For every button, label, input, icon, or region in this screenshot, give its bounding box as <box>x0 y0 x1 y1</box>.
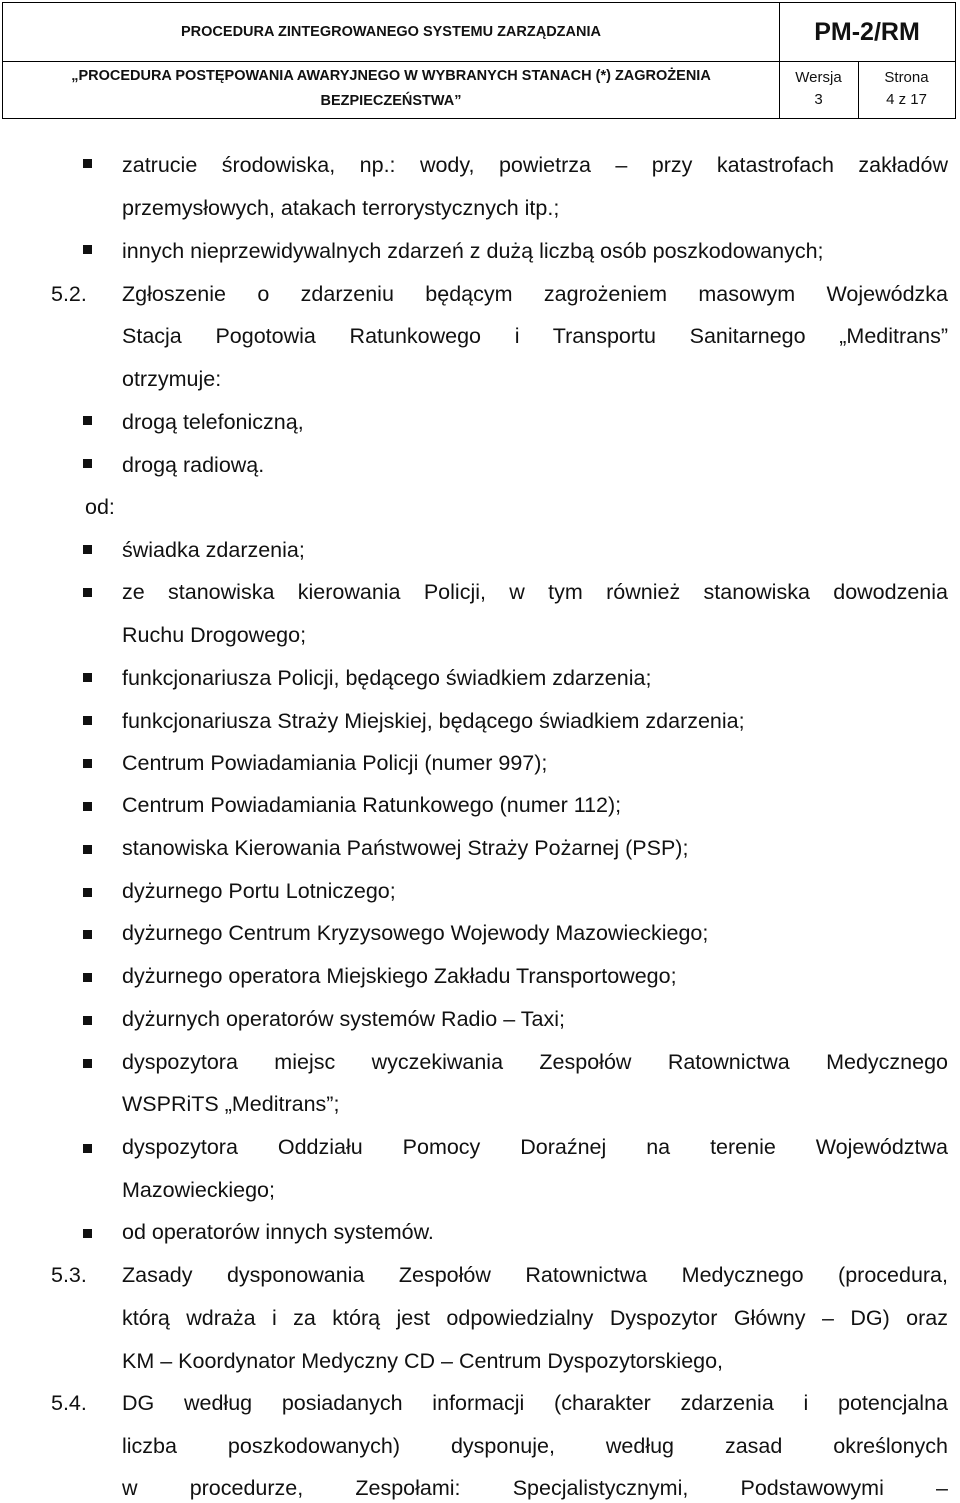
procedure-title <box>3 61 779 117</box>
bullet-icon <box>83 588 92 597</box>
page-cell <box>858 61 955 117</box>
list-item-text: WSPRiTS „Meditrans”; <box>122 1092 340 1116</box>
document-header <box>2 2 956 119</box>
list-item-text: funkcjonariusza Policji, będącego świadkiem zdarzenia; <box>122 666 652 690</box>
list-item-text: od operatorów innych systemów. <box>122 1220 434 1244</box>
paragraph-line: Zgłoszenie o zdarzeniu będącym zagrożeniem masowym Wojewódzka <box>122 282 948 306</box>
bullet-icon <box>83 845 92 854</box>
list-item-text: Ruchu Drogowego; <box>122 623 307 647</box>
bullet-icon <box>83 802 92 811</box>
section-number: 5.2. <box>51 282 87 306</box>
bullet-icon <box>83 973 92 982</box>
paragraph-line: Zasady dysponowania Zespołów Ratownictwa Medycznego (procedura, <box>122 1263 948 1287</box>
list-item-text: drogą telefoniczną, <box>122 410 304 434</box>
list-item-text: funkcjonariusza Straży Miejskiej, będącego świadkiem zdarzenia; <box>122 709 745 733</box>
paragraph-line: DG według posiadanych informacji (charakter zdarzenia i potencjalna <box>122 1391 948 1415</box>
system-title: PROCEDURA ZINTEGROWANEGO SYSTEMU ZARZĄDZANIA <box>181 23 601 40</box>
version-cell <box>779 61 858 117</box>
list-item-text: przemysłowych, atakach terrorystycznych itp.; <box>122 196 560 220</box>
bullet-icon <box>83 1016 92 1025</box>
version-label: Wersja <box>795 69 842 86</box>
list-item-text: stanowiska Kierowania Państwowej Straży Pożarnej (PSP); <box>122 836 689 860</box>
bullet-icon <box>83 930 92 939</box>
page-label: Strona <box>884 69 929 86</box>
list-item-text: dyżurnego Centrum Kryzysowego Wojewody Mazowieckiego; <box>122 921 709 945</box>
bullet-icon <box>83 888 92 897</box>
bullet-icon <box>83 1059 92 1068</box>
list-item-text: dyżurnego operatora Miejskiego Zakładu Transportowego; <box>122 964 677 988</box>
paragraph-line: Stacja Pogotowia Ratunkowego i Transportu Sanitarnego „Meditrans” <box>122 324 948 348</box>
list-item-text: dyspozytora miejsc wyczekiwania Zespołów Ratownictwa Medycznego <box>122 1050 948 1074</box>
paragraph-line: którą wdraża i za którą jest odpowiedzialny Dyspozytor Główny – DG) oraz <box>122 1306 948 1330</box>
bullet-icon <box>83 416 92 425</box>
bullet-icon <box>83 1144 92 1153</box>
bullet-icon <box>83 716 92 725</box>
section-number: 5.4. <box>51 1391 87 1415</box>
list-item-text: dyspozytora Oddziału Pomocy Doraźnej na terenie Województwa <box>122 1135 948 1159</box>
list-item-text: Centrum Powiadamiania Policji (numer 997); <box>122 751 548 775</box>
paragraph-line: KM – Koordynator Medyczny CD – Centrum Dyspozytorskiego, <box>122 1349 724 1373</box>
section-number: 5.3. <box>51 1263 87 1287</box>
paragraph-line: otrzymuje: <box>122 367 222 391</box>
procedure-title-line1: „PROCEDURA POSTĘPOWANIA AWARYJNEGO W WYBRANYCH STANACH (*) ZAGROŻENIA <box>71 68 711 84</box>
procedure-title-line2: BEZPIECZEŃSTWA” <box>320 93 462 109</box>
list-item-text: dyżurnego Portu Lotniczego; <box>122 879 396 903</box>
version-value: 3 <box>814 91 823 108</box>
list-item-text: ze stanowiska kierowania Policji, w tym również stanowiska dowodzenia <box>122 580 948 604</box>
bullet-icon <box>83 545 92 554</box>
list-item-text: zatrucie środowiska, np.: wody, powietrza – przy katastrofach zakładów <box>122 153 948 177</box>
bullet-icon <box>83 159 92 168</box>
document-code: PM-2/RM <box>814 17 920 46</box>
list-item-text: Centrum Powiadamiania Ratunkowego (numer 112); <box>122 793 622 817</box>
bullet-icon <box>83 459 92 468</box>
bullet-icon <box>83 1229 92 1238</box>
paragraph-line: liczba poszkodowanych) dysponuje, według zasad określonych <box>122 1434 948 1458</box>
bullet-icon <box>83 673 92 682</box>
list-item-text: innych nieprzewidywalnych zdarzeń z dużą liczbą osób poszkodowanych; <box>122 239 824 263</box>
od-label: od: <box>85 495 115 519</box>
bullet-icon <box>83 759 92 768</box>
bullet-icon <box>83 245 92 254</box>
list-item-text: świadka zdarzenia; <box>122 538 305 562</box>
list-item-text: drogą radiową. <box>122 453 265 477</box>
list-item-text: dyżurnych operatorów systemów Radio – Taxi; <box>122 1007 565 1031</box>
paragraph-line: w procedurze, Zespołami: Specjalistycznymi, Podstawowymi – <box>122 1476 948 1500</box>
page-number: 4 z 17 <box>886 91 927 108</box>
list-item-text: Mazowieckiego; <box>122 1178 275 1202</box>
